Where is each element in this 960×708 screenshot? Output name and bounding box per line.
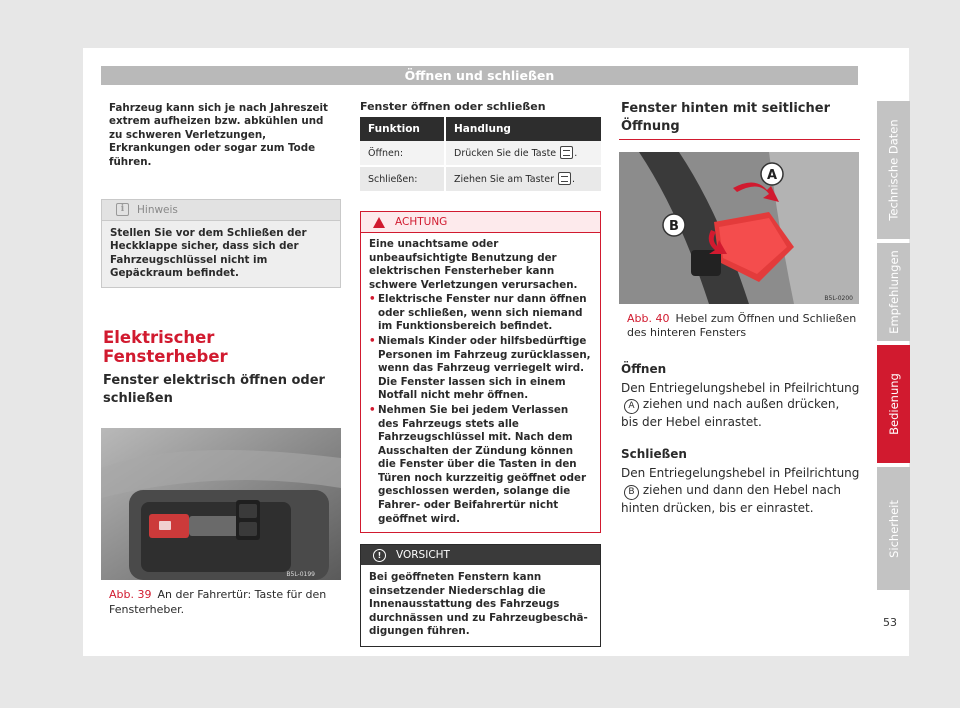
marker-a: A: [766, 168, 778, 183]
tab-technische-daten[interactable]: Technische Daten: [877, 101, 910, 239]
figure-code: B5L-0200: [824, 295, 853, 302]
vorsicht-box: [360, 544, 601, 647]
info-icon: i: [116, 203, 129, 216]
column-right: [619, 100, 860, 517]
list-item: • Niemals Kinder oder hilfsbedürftige Personen im Fahrzeug zurücklassen, wenn das Fahrzeug verriegelt wird. Die Fenster lassen sich in einem Notfall nicht mehr öffnen.: [369, 335, 591, 402]
warning-triangle-icon: [373, 217, 385, 228]
figure-40-caption: Abb. 40 Hebel zum Öffnen und Schließen des hinteren Fensters: [627, 312, 857, 340]
figure-39-caption: Abb. 39 An der Fahrertür: Taste für den Fensterheber.: [109, 588, 327, 616]
close-text: Den Entriegelungshebel in PfeilrichtungB ziehen und dann den Hebel nach hinten drücken, bis er einrastet.: [621, 466, 860, 515]
tab-empfehlungen[interactable]: Empfehlungen: [877, 243, 910, 341]
open-text: Den Entriegelungshebel in PfeilrichtungA ziehen und nach außen drücken, bis der Hebel einrastet.: [621, 380, 860, 430]
table-row: Schließen: Ziehen Sie am Taster .: [360, 166, 601, 192]
table-title: Fenster öffnen oder schließen: [360, 100, 546, 113]
marker-a-label: A: [624, 399, 639, 414]
table-row: Öffnen: Drücken Sie die Taste .: [360, 141, 601, 166]
window-switch-icon: [560, 146, 573, 159]
rear-window-lever-illustration: [619, 152, 859, 304]
vorsicht-body: Bei geöffneten Fenstern kann einsetzender Niederschlag die Innenausstattung des Fahrzeugs durchnässen und zu Fahrzeugbeschädigungen führen.: [369, 571, 588, 638]
tab-bedienung[interactable]: Bedienung: [877, 345, 910, 463]
marker-b: B: [669, 219, 679, 234]
tab-sicherheit[interactable]: Sicherheit: [877, 467, 910, 590]
list-item: • Elektrische Fenster nur dann öffnen oder schließen, wenn sich niemand im Funktionsbereich befindet.: [369, 293, 587, 333]
note-box: [101, 199, 341, 289]
table-header-action: Handlung: [445, 117, 601, 141]
marker-b-label: B: [624, 485, 639, 500]
achtung-title: ACHTUNG: [395, 216, 448, 228]
figure-code: B5L-0199: [286, 571, 315, 579]
column-left: [101, 100, 341, 617]
door-switch-illustration: [101, 428, 341, 580]
figure-label: Abb. 40: [627, 312, 670, 325]
warning-continuation: Fahrzeug kann sich je nach Jahreszeit extrem aufheizen bzw. abkühlen und zu schweren Verletzungen, Erkrankungen oder sogar zum Tode führen.: [109, 102, 328, 168]
list-item: • Nehmen Sie bei jedem Verlassen des Fahrzeugs stets alle Fahrzeugschlüssel mit. Nach dem Ausschalten der Zündung können die Fenster über die Tasten in den Türen noch kurzzeitig geöffnet oder geschlossen werden, solange die Fahrer- oder Beifahrertür nicht geöffnet wird.: [369, 403, 587, 525]
note-body: Stellen Sie vor dem Schließen der Heckklappe sicher, dass sich der Fahrzeugschlüssel nicht im Gepäckraum befindet.: [110, 226, 307, 279]
achtung-intro: Eine unachtsame oder unbeaufsichtigte Benutzung der elektrischen Fensterheber kann schwere Verletzungen verursachen.: [369, 238, 578, 291]
section-heading: Fenster hinten mit seitlicher Öffnung: [619, 100, 860, 140]
page-header: Öffnen und schließen: [101, 66, 858, 85]
window-switch-icon: [558, 172, 571, 185]
close-heading: Schließen: [621, 447, 687, 462]
vorsicht-title: VORSICHT: [396, 549, 450, 562]
subsection-title: Fenster elektrisch öffnen oder schließen: [103, 373, 325, 406]
figure-39-photo: [101, 428, 341, 580]
figure-40-photo: [619, 152, 859, 304]
note-title: Hinweis: [137, 203, 178, 216]
section-title: Elektrischer Fensterheber: [103, 328, 228, 367]
function-table: [360, 117, 601, 193]
column-middle: [360, 100, 601, 647]
open-heading: Öffnen: [621, 361, 667, 376]
page-number: 53: [883, 616, 897, 629]
table-header-function: Funktion: [360, 117, 445, 141]
figure-label: Abb. 39: [109, 588, 152, 602]
achtung-box: [360, 211, 601, 533]
caution-icon: !: [373, 549, 386, 562]
